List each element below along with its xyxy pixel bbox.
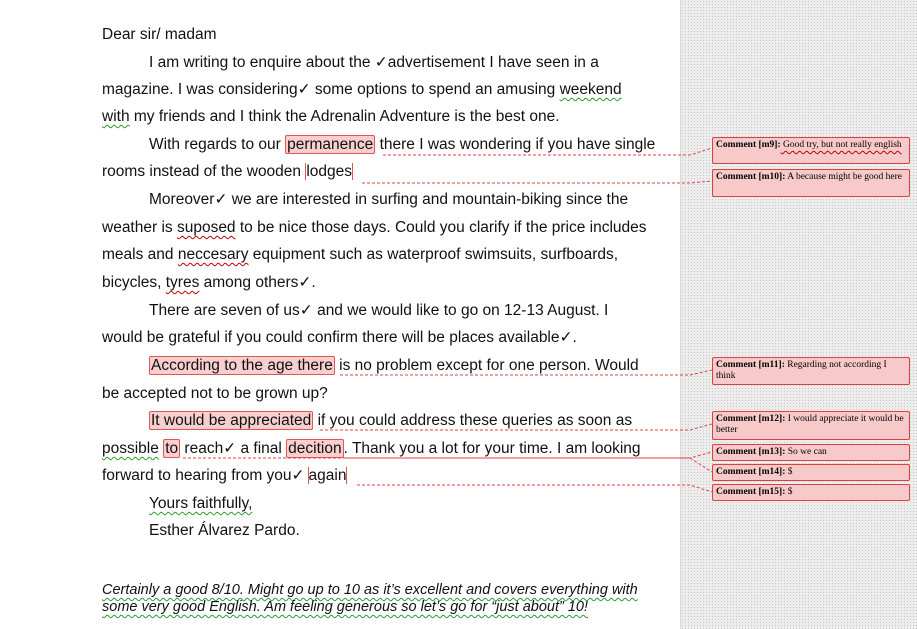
paragraph-3-line-4: [102, 273, 316, 293]
comment-anchor-m9[interactable]: permanence: [287, 136, 374, 153]
text-run: reach✓ a final: [180, 440, 287, 457]
comment-label: Comment [m13]:: [716, 447, 786, 457]
spelling-flag[interactable]: neccesary: [177, 246, 249, 263]
comment-text: Regarding not according I think: [716, 360, 887, 381]
comment-m14[interactable]: [712, 464, 910, 481]
comment-label: Comment [m10]:: [716, 172, 786, 182]
grammar-flag[interactable]: weekend: [559, 81, 622, 98]
comment-margin: [680, 0, 917, 629]
text-run: if you could address these queries as soon as: [313, 412, 633, 429]
spelling-flag[interactable]: suposed: [176, 219, 236, 236]
comment-label: Comment [m11]:: [716, 360, 785, 370]
comment-label: Comment [m9]:: [716, 140, 781, 150]
paragraph-2-line-1: [149, 135, 655, 155]
salutation: Dear sir/ madam: [102, 26, 217, 43]
paragraph-4-line-2: would be grateful if you could confirm there will be places available✓.: [102, 329, 577, 346]
text-run: forward to hearing from you✓: [102, 467, 305, 484]
text-run: weather is: [102, 219, 177, 236]
signature: Esther Álvarez Pardo.: [149, 522, 300, 539]
paragraph-5-line-1: [149, 356, 639, 376]
grammar-flag[interactable]: possible: [102, 440, 159, 457]
teacher-feedback-line-1: Certainly a good 8/10. Might go up to 10 as it’s excellent and covers everything with: [102, 582, 638, 598]
comment-anchor-m14[interactable]: decition: [288, 440, 342, 457]
paragraph-6-line-3: [102, 466, 347, 486]
comment-m15[interactable]: [712, 484, 910, 501]
paragraph-6-line-2: [102, 439, 641, 459]
comment-text: $: [785, 467, 793, 477]
paragraph-5-line-2: be accepted not to be grown up?: [102, 385, 328, 402]
teacher-feedback-line-2: some very good English. Am feeling generous so let’s go for “just about” 10!: [102, 599, 589, 615]
comment-label: Comment [m12]:: [716, 414, 786, 424]
text-run: magazine. I was considering✓ some options to spend an amusing: [102, 81, 560, 98]
text-run: to be nice those days. Could you clarify if the price includes: [235, 219, 647, 236]
paragraph-4-line-1: There are seven of us✓ and we would like to go on 12-13 August. I: [149, 302, 609, 319]
paragraph-3-line-1: Moreover✓ we are interested in surfing and mountain-biking since the: [149, 191, 629, 208]
paragraph-3-line-3: [102, 245, 618, 265]
text-run: With regards to our: [149, 136, 286, 153]
comment-anchor-m10[interactable]: lodges: [306, 163, 353, 180]
comment-m12[interactable]: [712, 411, 910, 440]
text-run: equipment such as waterproof swimsuits, surfboards,: [248, 246, 619, 263]
paragraph-6-line-1: [149, 411, 632, 431]
paragraph-1-line-3: [102, 107, 560, 127]
comment-label: Comment [m15]:: [716, 487, 786, 497]
paragraph-1-line-1: I am writing to enquire about the ✓advertisement I have seen in a: [149, 54, 599, 71]
comment-text: Good try, but not really english: [780, 140, 902, 150]
text-run: . Thank you a lot for your time. I am looking: [343, 440, 641, 457]
text-run: is no problem except for one person. Would: [334, 357, 639, 374]
paragraph-2-line-2: [102, 162, 353, 182]
comment-anchor-m15[interactable]: again: [308, 467, 347, 484]
text-run: rooms instead of the wooden: [102, 163, 306, 180]
comment-text: $: [785, 487, 793, 497]
comment-m11[interactable]: [712, 357, 910, 385]
grammar-flag[interactable]: with: [102, 108, 130, 125]
comment-text: So we can: [785, 447, 827, 457]
text-run: there I was wondering if you have single: [375, 136, 656, 153]
text-run: meals and: [102, 246, 178, 263]
comment-anchor-m13[interactable]: to: [165, 440, 179, 457]
paragraph-3-line-2: [102, 218, 647, 238]
text-run: bicycles,: [102, 274, 166, 291]
closing: Yours faithfully,: [149, 495, 253, 512]
comment-anchor-m11[interactable]: According to the age there: [151, 357, 333, 374]
comment-m9[interactable]: [712, 137, 910, 164]
paragraph-1-line-2: [102, 80, 622, 100]
comment-text: A because might be good here: [785, 172, 902, 182]
comment-m13[interactable]: [712, 444, 910, 461]
spelling-flag[interactable]: tyres: [165, 274, 200, 291]
comment-text: I would appreciate it would be better: [716, 414, 904, 435]
comment-m10[interactable]: [712, 169, 910, 197]
text-run: among others✓.: [199, 274, 316, 291]
comment-anchor-m12[interactable]: It would be appreciated: [151, 412, 312, 429]
text-run: my friends and I think the Adrenalin Adventure is the best one.: [129, 108, 560, 125]
comment-label: Comment [m14]:: [716, 467, 786, 477]
